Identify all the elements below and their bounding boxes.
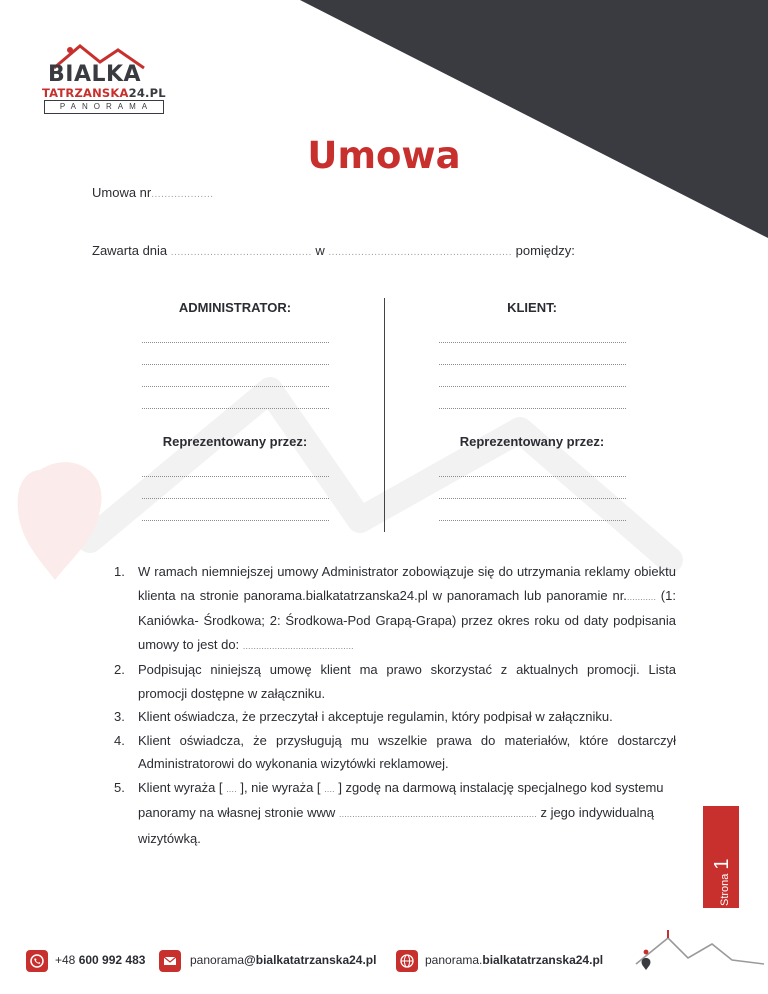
- page-number-tab: Strona1: [703, 806, 739, 908]
- admin-field-line: [142, 386, 329, 387]
- logo-line2: TATRZANSKA24.PL: [42, 86, 166, 100]
- client-field-line: [439, 408, 626, 409]
- footer-email[interactable]: panorama@bialkatatrzanska24.pl: [190, 953, 377, 967]
- company-logo: [40, 42, 164, 114]
- administrator-heading: ADMINISTRATOR:: [178, 300, 292, 315]
- client-field-line: [439, 386, 626, 387]
- admin-represented-heading: Reprezentowany przez:: [162, 434, 308, 449]
- admin-rep-line: [142, 498, 329, 499]
- footer-website[interactable]: panorama.bialkatatrzanska24.pl: [425, 953, 604, 967]
- mountain-logo-icon: [632, 924, 768, 980]
- parties-divider: [384, 298, 385, 532]
- footer: [0, 940, 768, 980]
- client-rep-line: [439, 520, 626, 521]
- clauses-list: [110, 560, 676, 850]
- globe-icon: [396, 950, 418, 972]
- logo-line1: BIALKA: [48, 62, 142, 87]
- contract-number-line: Umowa nr...................: [92, 185, 214, 200]
- clause-item: 1. W ramach niemniejszej umowy Administrator zobowiązuje się do utrzymania reklamy obiektu klienta na stronie panorama.bialkatatrzanska24.pl w panoramach lub panoramie nr............ (1: Kaniówka- Środkowa; 2: Środkowa-Pod Grapą-Grapa) przez okres roku od daty podpisania umowy to jest do: ..........................................: [114, 564, 676, 652]
- concluded-line: Zawarta dnia ........................................... w ........................................................ pomiędzy:: [92, 243, 575, 258]
- client-field-line: [439, 364, 626, 365]
- mail-icon: [159, 950, 181, 972]
- logo-line3: PANORAMA: [44, 100, 164, 114]
- client-heading: KLIENT:: [507, 300, 557, 315]
- client-rep-line: [439, 498, 626, 499]
- admin-field-line: [142, 408, 329, 409]
- admin-field-line: [142, 364, 329, 365]
- admin-rep-line: [142, 520, 329, 521]
- admin-field-line: [142, 342, 329, 343]
- admin-rep-line: [142, 476, 329, 477]
- document-title: Umowa: [307, 134, 461, 177]
- footer-phone[interactable]: +48 600 992 483: [55, 953, 146, 967]
- clause-item: 2. Podpisując niniejszą umowę klient ma prawo skorzystać z aktualnych promocji. Lista promocji dostępne w załączniku.: [114, 662, 676, 701]
- client-field-line: [439, 342, 626, 343]
- client-represented-heading: Reprezentowany przez:: [459, 434, 605, 449]
- phone-icon: [26, 950, 48, 972]
- clause-item: 5. Klient wyraża [ .... ], nie wyraża [ .... ] zgodę na darmową instalację specjalnego kod systemu panoramy na własnej stronie www ........................................................................... z jego indywidualną wizytówką.: [114, 779, 664, 846]
- clause-item: 4. Klient oświadcza, że przysługują mu wszelkie prawa do materiałów, które dostarczył Administratorowi do wykonania wizytówki reklamowej.: [114, 732, 676, 771]
- client-rep-line: [439, 476, 626, 477]
- clause-item: 3. Klient oświadcza, że przeczytał i akceptuje regulamin, który podpisał w załączniku.: [114, 709, 613, 724]
